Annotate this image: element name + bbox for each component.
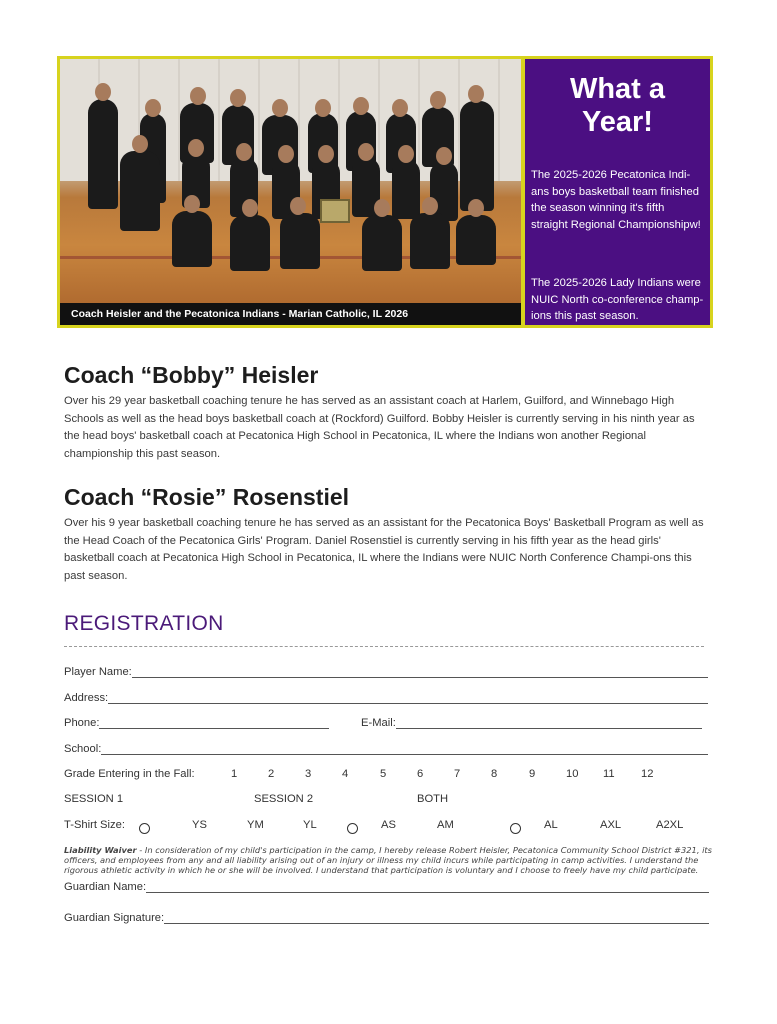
size-ys[interactable]: YS	[192, 819, 207, 831]
grade-option[interactable]: 7	[454, 768, 461, 780]
team-group	[80, 81, 500, 281]
size-yl[interactable]: YL	[303, 819, 317, 831]
coach-heisler-heading: Coach “Bobby” Heisler	[64, 362, 319, 388]
grade-option[interactable]: 6	[417, 768, 424, 780]
size-al[interactable]: AL	[544, 819, 558, 831]
session-1-option[interactable]: SESSION 1	[64, 793, 124, 805]
guardian-signature-field[interactable]	[64, 912, 709, 924]
guardian-name-field[interactable]	[64, 881, 709, 893]
dashed-divider	[64, 646, 704, 647]
guardian-name-line[interactable]	[146, 881, 709, 893]
school-line[interactable]	[101, 743, 708, 755]
guardian-signature-line[interactable]	[164, 912, 709, 924]
adult-small-size-radio[interactable]	[347, 823, 358, 834]
session-2-option[interactable]: SESSION 2	[254, 793, 314, 805]
highlight-text-boys: The 2025-2026 Pecatonica Indi-ans boys basketball team finished the season winning it's fifth straight Regional Championshipw!	[531, 169, 701, 231]
address-field[interactable]	[64, 692, 708, 704]
trophy-plaque	[320, 199, 350, 223]
school-label: School:	[64, 743, 102, 755]
highlight-title: What a Year!	[569, 73, 666, 138]
email-label: E-Mail:	[361, 717, 396, 729]
size-axl[interactable]: AXL	[600, 819, 622, 831]
player-name-line[interactable]	[132, 666, 708, 678]
size-ym[interactable]: YM	[247, 819, 264, 831]
grade-option[interactable]: 8	[491, 768, 498, 780]
guardian-name-label: Guardian Name:	[64, 881, 147, 893]
waiver-title: Liability Waiver	[64, 845, 137, 855]
grade-option[interactable]: 12	[641, 768, 654, 780]
address-line[interactable]	[108, 692, 708, 704]
grade-option[interactable]: 9	[529, 768, 536, 780]
photo-caption: Coach Heisler and the Pecatonica Indians - Marian Catholic, IL 2026	[60, 303, 521, 325]
waiver-text: - In consideration of my child's participation in the camp, I hereby release Robert Heisler, Pecatonica Community School District #321, its officers, and employees from any and all liability arising out of an injury or illness my child incurs while participating in camp activities. I understand the rigorous athletic activity in which he or she will be involved. I understand that participation is voluntary and I choose to freely have my child participate.	[64, 845, 712, 875]
size-as[interactable]: AS	[381, 819, 396, 831]
email-line[interactable]	[396, 717, 702, 729]
liability-waiver	[64, 846, 712, 875]
coach-rosenstiel-bio: Over his 9 year basketball coaching tenure he has served as an assistant for the Pecatonica Boys' Basketball Program as well as the Head Coach of the Pecatonica Girls' Program. Daniel Rosenstiel is currently serving in his fifth year as the head girls' basketball coach at Pecatonica High School in Pecatonica, IL where the Indians were NUIC North Conference Champi-ons this past season.	[64, 517, 704, 582]
size-a2xl[interactable]: A2XL	[656, 819, 684, 831]
player-name-label: Player Name:	[64, 666, 132, 678]
highlight-text-girls: The 2025-2026 Lady Indians were NUIC North co-conference champ-ions this past season.	[531, 277, 704, 322]
size-am[interactable]: AM	[437, 819, 454, 831]
phone-label: Phone:	[64, 717, 100, 729]
header-banner	[57, 56, 713, 328]
grade-option[interactable]: 11	[603, 768, 615, 780]
grade-option[interactable]: 10	[566, 768, 579, 780]
email-field[interactable]	[361, 717, 702, 729]
highlight-panel	[525, 59, 710, 325]
grade-option[interactable]: 5	[380, 768, 387, 780]
grade-option[interactable]: 4	[342, 768, 349, 780]
phone-line[interactable]	[99, 717, 329, 729]
school-field[interactable]	[64, 743, 708, 755]
tshirt-size-label: T-Shirt Size:	[64, 819, 125, 831]
grade-option[interactable]: 1	[231, 768, 238, 780]
grade-label: Grade Entering in the Fall:	[64, 768, 195, 780]
phone-field[interactable]	[64, 717, 329, 729]
grade-option[interactable]: 2	[268, 768, 275, 780]
registration-title: REGISTRATION	[64, 612, 224, 635]
both-sessions-option[interactable]: BOTH	[417, 793, 449, 805]
grade-option[interactable]: 3	[305, 768, 312, 780]
coach-heisler-bio: Over his 29 year basketball coaching tenure he has served as an assistant coach at Harlem, Guilford, and Winnebago High Schools as well as the head boys basketball coach at (Rockford) Guilford. Bobby Heisler is currently serving in his ninth year as the head boys' basketball coach at Pecatonica High School in Pecatonica, IL where the Indians won another Regional championship this past season.	[64, 395, 695, 460]
adult-large-size-radio[interactable]	[510, 823, 521, 834]
team-photo	[60, 59, 521, 325]
youth-size-radio[interactable]	[139, 823, 150, 834]
address-label: Address:	[64, 692, 109, 704]
player-name-field[interactable]	[64, 666, 708, 678]
guardian-signature-label: Guardian Signature:	[64, 912, 165, 924]
coach-rosenstiel-heading: Coach “Rosie” Rosenstiel	[64, 484, 350, 510]
